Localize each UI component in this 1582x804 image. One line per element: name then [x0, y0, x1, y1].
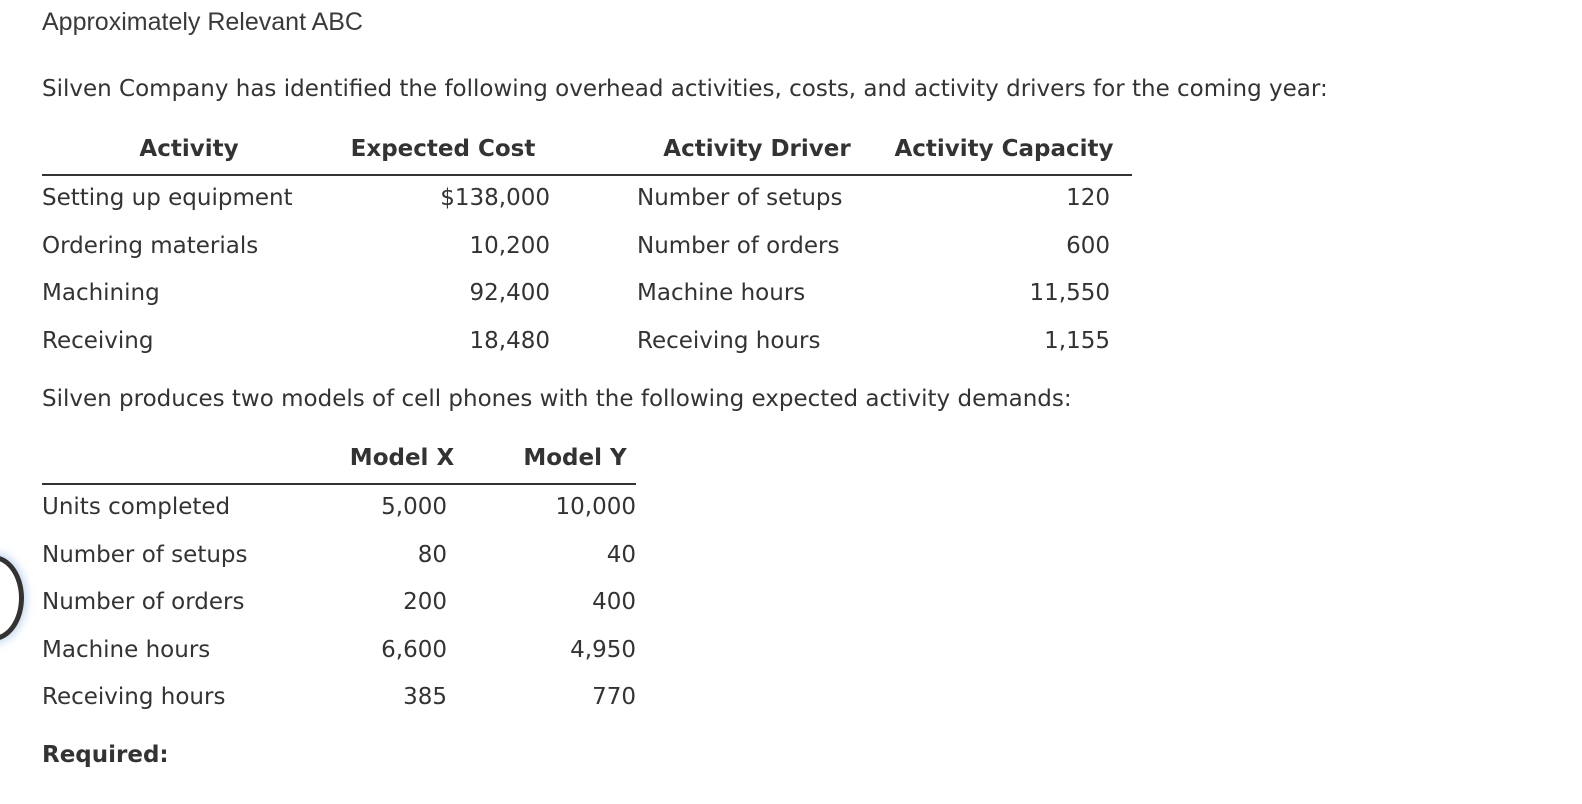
demand-label: Number of setups — [42, 542, 248, 568]
col-header-activity: Activity — [139, 136, 239, 162]
activity-driver: Receiving hours — [637, 328, 821, 354]
demand-label: Machine hours — [42, 637, 211, 663]
table-row — [42, 280, 1132, 316]
activity-table — [42, 136, 1132, 366]
expected-cost: 10,200 — [469, 233, 550, 259]
col-header-expected-cost: Expected Cost — [350, 136, 536, 162]
activity-driver: Number of orders — [637, 233, 840, 259]
expected-cost: 18,480 — [469, 328, 550, 354]
model-x-value: 6,600 — [381, 637, 447, 663]
model-x-value: 80 — [417, 542, 447, 568]
required-heading: Required: — [42, 742, 169, 768]
model-x-value: 5,000 — [381, 494, 447, 520]
col-header-activity-capacity: Activity Capacity — [894, 136, 1114, 162]
intro-paragraph: Silven Company has identified the following overhead activities, costs, and activity drivers for the coming year: — [42, 76, 1328, 102]
demand-label: Units completed — [42, 494, 231, 520]
model-y-value: 10,000 — [555, 494, 636, 520]
model-y-value: 40 — [606, 542, 636, 568]
activity-capacity: 120 — [1066, 185, 1110, 211]
activity-name: Receiving — [42, 328, 154, 354]
radio-button[interactable] — [0, 555, 24, 641]
col-header-model-x: Model X — [349, 445, 455, 471]
models-intro-paragraph: Silven produces two models of cell phones with the following expected activity demands: — [42, 386, 1072, 412]
activity-driver: Machine hours — [637, 280, 806, 306]
col-header-activity-driver: Activity Driver — [663, 136, 851, 162]
activity-capacity: 11,550 — [1029, 280, 1110, 306]
model-y-value: 400 — [592, 589, 636, 615]
activity-name: Setting up equipment — [42, 185, 293, 211]
model-y-value: 770 — [592, 684, 636, 710]
activity-driver: Number of setups — [637, 185, 843, 211]
expected-cost: 92,400 — [469, 280, 550, 306]
table-row — [42, 233, 1132, 269]
header-rule — [42, 483, 636, 485]
header-rule — [42, 174, 1132, 176]
activity-capacity: 600 — [1066, 233, 1110, 259]
expected-cost: $138,000 — [440, 185, 550, 211]
model-y-value: 4,950 — [570, 637, 636, 663]
table-row — [42, 328, 1132, 364]
page-title: Approximately Relevant ABC — [42, 8, 363, 36]
model-x-value: 200 — [403, 589, 447, 615]
demand-label: Receiving hours — [42, 684, 226, 710]
table-row — [42, 185, 1132, 221]
table-row — [42, 494, 636, 530]
table-row — [42, 684, 636, 720]
activity-capacity: 1,155 — [1044, 328, 1110, 354]
table-row — [42, 542, 636, 578]
demand-label: Number of orders — [42, 589, 245, 615]
models-table — [42, 445, 636, 720]
col-header-model-y: Model Y — [523, 445, 627, 471]
table-row — [42, 637, 636, 673]
activity-name: Machining — [42, 280, 160, 306]
table-row — [42, 589, 636, 625]
model-x-value: 385 — [403, 684, 447, 710]
activity-name: Ordering materials — [42, 233, 259, 259]
